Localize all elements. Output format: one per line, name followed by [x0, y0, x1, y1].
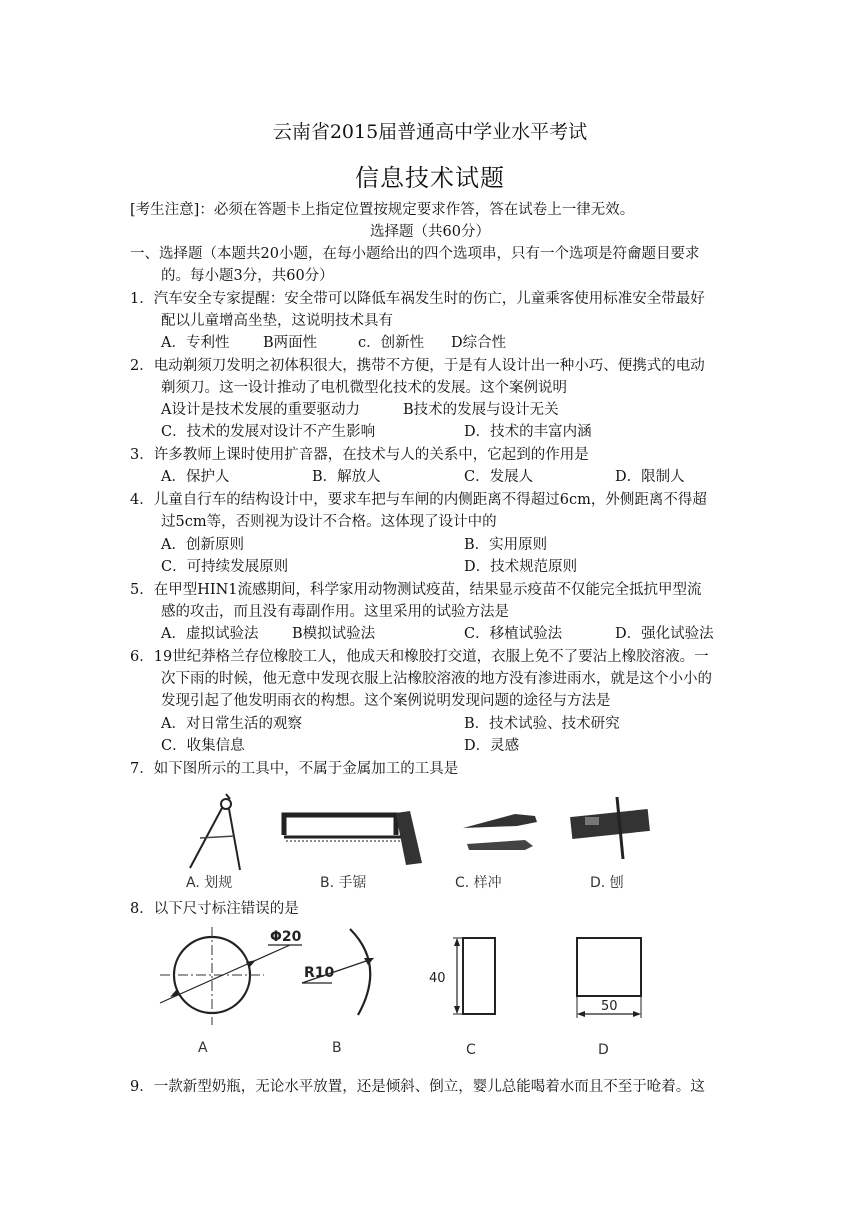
punch-tool-image — [455, 800, 545, 865]
question-8-caption-b: B — [332, 1040, 342, 1056]
question-2-stem: 剃须刀。这一设计推动了电机微型化技术的发展。这个案例说明 — [161, 380, 567, 396]
question-5-stem: 5．在甲型HIN1流感期间，科学家用动物测试疫苗，结果显示疫苗不仅能完全抵抗甲型流 — [130, 582, 702, 598]
question-8-caption-a: A — [198, 1040, 208, 1056]
question-8-caption-d: D — [598, 1042, 609, 1058]
question-4-option-b: B．实用原则 — [464, 537, 548, 553]
question-7-caption-b: B. 手锯 — [320, 875, 367, 891]
section-title: 选择题（共60分） — [370, 224, 490, 240]
question-5-stem: 感的攻击，而且没有毒副作用。这里采用的试验方法是 — [161, 604, 509, 620]
question-6-option-d: D．灵感 — [464, 738, 520, 754]
dimension-figure-a — [150, 925, 310, 1040]
question-8-stem: 8．以下尺寸标注错误的是 — [130, 901, 299, 917]
question-7-stem: 7．如下图所示的工具中，不属于金属加工的工具是 — [130, 761, 459, 777]
question-3-option-c: C．发展人 — [464, 469, 534, 485]
question-2-stem: 2．电动剃须刀发明之初体积很大，携带不方便，于是有人设计出一种小巧、便携式的电动 — [130, 358, 705, 374]
plane-tool-image — [565, 795, 655, 865]
dimension-d-label: 50 — [601, 999, 618, 1014]
section-intro-line: 的。每小题3分，共60分） — [161, 268, 334, 284]
question-4-option-a: A．创新原则 — [161, 537, 244, 553]
question-4-stem: 过5cm等，否则视为设计不合格。这体现了设计中的 — [161, 514, 497, 530]
question-2-option-d: D．技术的丰富内涵 — [464, 424, 592, 440]
question-3-stem: 3．许多教师上课时使用扩音器，在技术与人的关系中，它起到的作用是 — [130, 447, 589, 463]
question-7-caption-c: C. 样冲 — [455, 875, 502, 891]
question-1-option-a: A．专利性 — [161, 335, 230, 351]
question-8-caption-c: C — [466, 1042, 476, 1058]
notice: [考生注意]：必须在答题卡上指定位置按规定要求作答，答在试卷上一律无效。 — [130, 202, 635, 218]
question-5-option-a: A．虚拟试验法 — [161, 626, 259, 642]
question-6-stem: 次下雨的时候，他无意中发现衣服上沾橡胶溶液的地方没有渗进雨水，就是这个小小的 — [161, 671, 712, 687]
question-2-option-b: B技术的发展与设计无关 — [403, 402, 559, 418]
question-3-option-d: D．限制人 — [615, 469, 685, 485]
question-1-stem: 配以儿童增高坐垫，这说明技术具有 — [161, 313, 393, 329]
question-5-option-c: C．移植试验法 — [464, 626, 563, 642]
subject-title: 信息技术试题 — [355, 164, 505, 192]
dimension-a-label: Φ20 — [270, 929, 302, 945]
dimension-figure-b — [300, 925, 390, 1025]
dimension-c-label: 40 — [429, 971, 446, 986]
question-1-option-c: c．创新性 — [358, 335, 425, 351]
question-1-option-d: D综合性 — [451, 335, 507, 351]
dimension-figure-d — [565, 930, 655, 1025]
question-5-option-b: B模拟试验法 — [292, 626, 376, 642]
question-6-option-a: A．对日常生活的观察 — [161, 716, 302, 732]
question-3-option-a: A．保护人 — [161, 469, 230, 485]
question-4-option-d: D．技术规范原则 — [464, 559, 578, 575]
question-7-caption-d: D. 刨 — [590, 875, 624, 891]
question-6-option-c: C．收集信息 — [161, 738, 245, 754]
dimension-figure-c — [425, 930, 505, 1025]
question-6-stem: 6．19世纪莽格兰存位橡胶工人，他成天和橡胶打交道，衣服上免不了要沾上橡胶溶液。一 — [130, 649, 709, 665]
exam-title: 云南省2015届普通高中学业水平考试 — [272, 121, 588, 143]
question-5-option-d: D．强化试验法 — [615, 626, 714, 642]
section-intro-line: 一、选择题（本题共20小题，在每小题给出的四个选项串，只有一个选项是符龠题目要求 — [130, 246, 700, 262]
question-9-stem: 9．一款新型奶瓶，无论水平放置，还是倾斜、倒立，婴儿总能喝着水而且不至于呛着。这 — [130, 1079, 705, 1095]
question-2-option-c: C．技术的发展对设计不产生影响 — [161, 424, 376, 440]
hacksaw-image — [276, 805, 426, 870]
question-4-stem: 4．儿童自行车的结构设计中，要求车把与车闸的内侧距离不得超过6cm，外侧距离不得超 — [130, 492, 707, 508]
question-2-option-a: A设计是技术发展的重要驱动力 — [161, 402, 360, 418]
compass-tool-image — [180, 790, 260, 875]
question-6-option-b: B．技术试验、技术研究 — [464, 716, 620, 732]
question-6-stem: 发现引起了他发明雨衣的构想。这个案例说明发现问题的途径与方法是 — [161, 693, 611, 709]
question-4-option-c: C．可持续发展原则 — [161, 559, 289, 575]
dimension-b-label: R10 — [304, 965, 335, 981]
question-1-option-b: B两面性 — [263, 335, 318, 351]
question-3-option-b: B．解放人 — [312, 469, 381, 485]
question-7-caption-a: A. 划规 — [186, 875, 233, 891]
question-1-stem: 1．汽车安全专家提醒：安全带可以降低车祸发生时的伤亡，儿童乘客使用标准安全带最好 — [130, 291, 705, 307]
